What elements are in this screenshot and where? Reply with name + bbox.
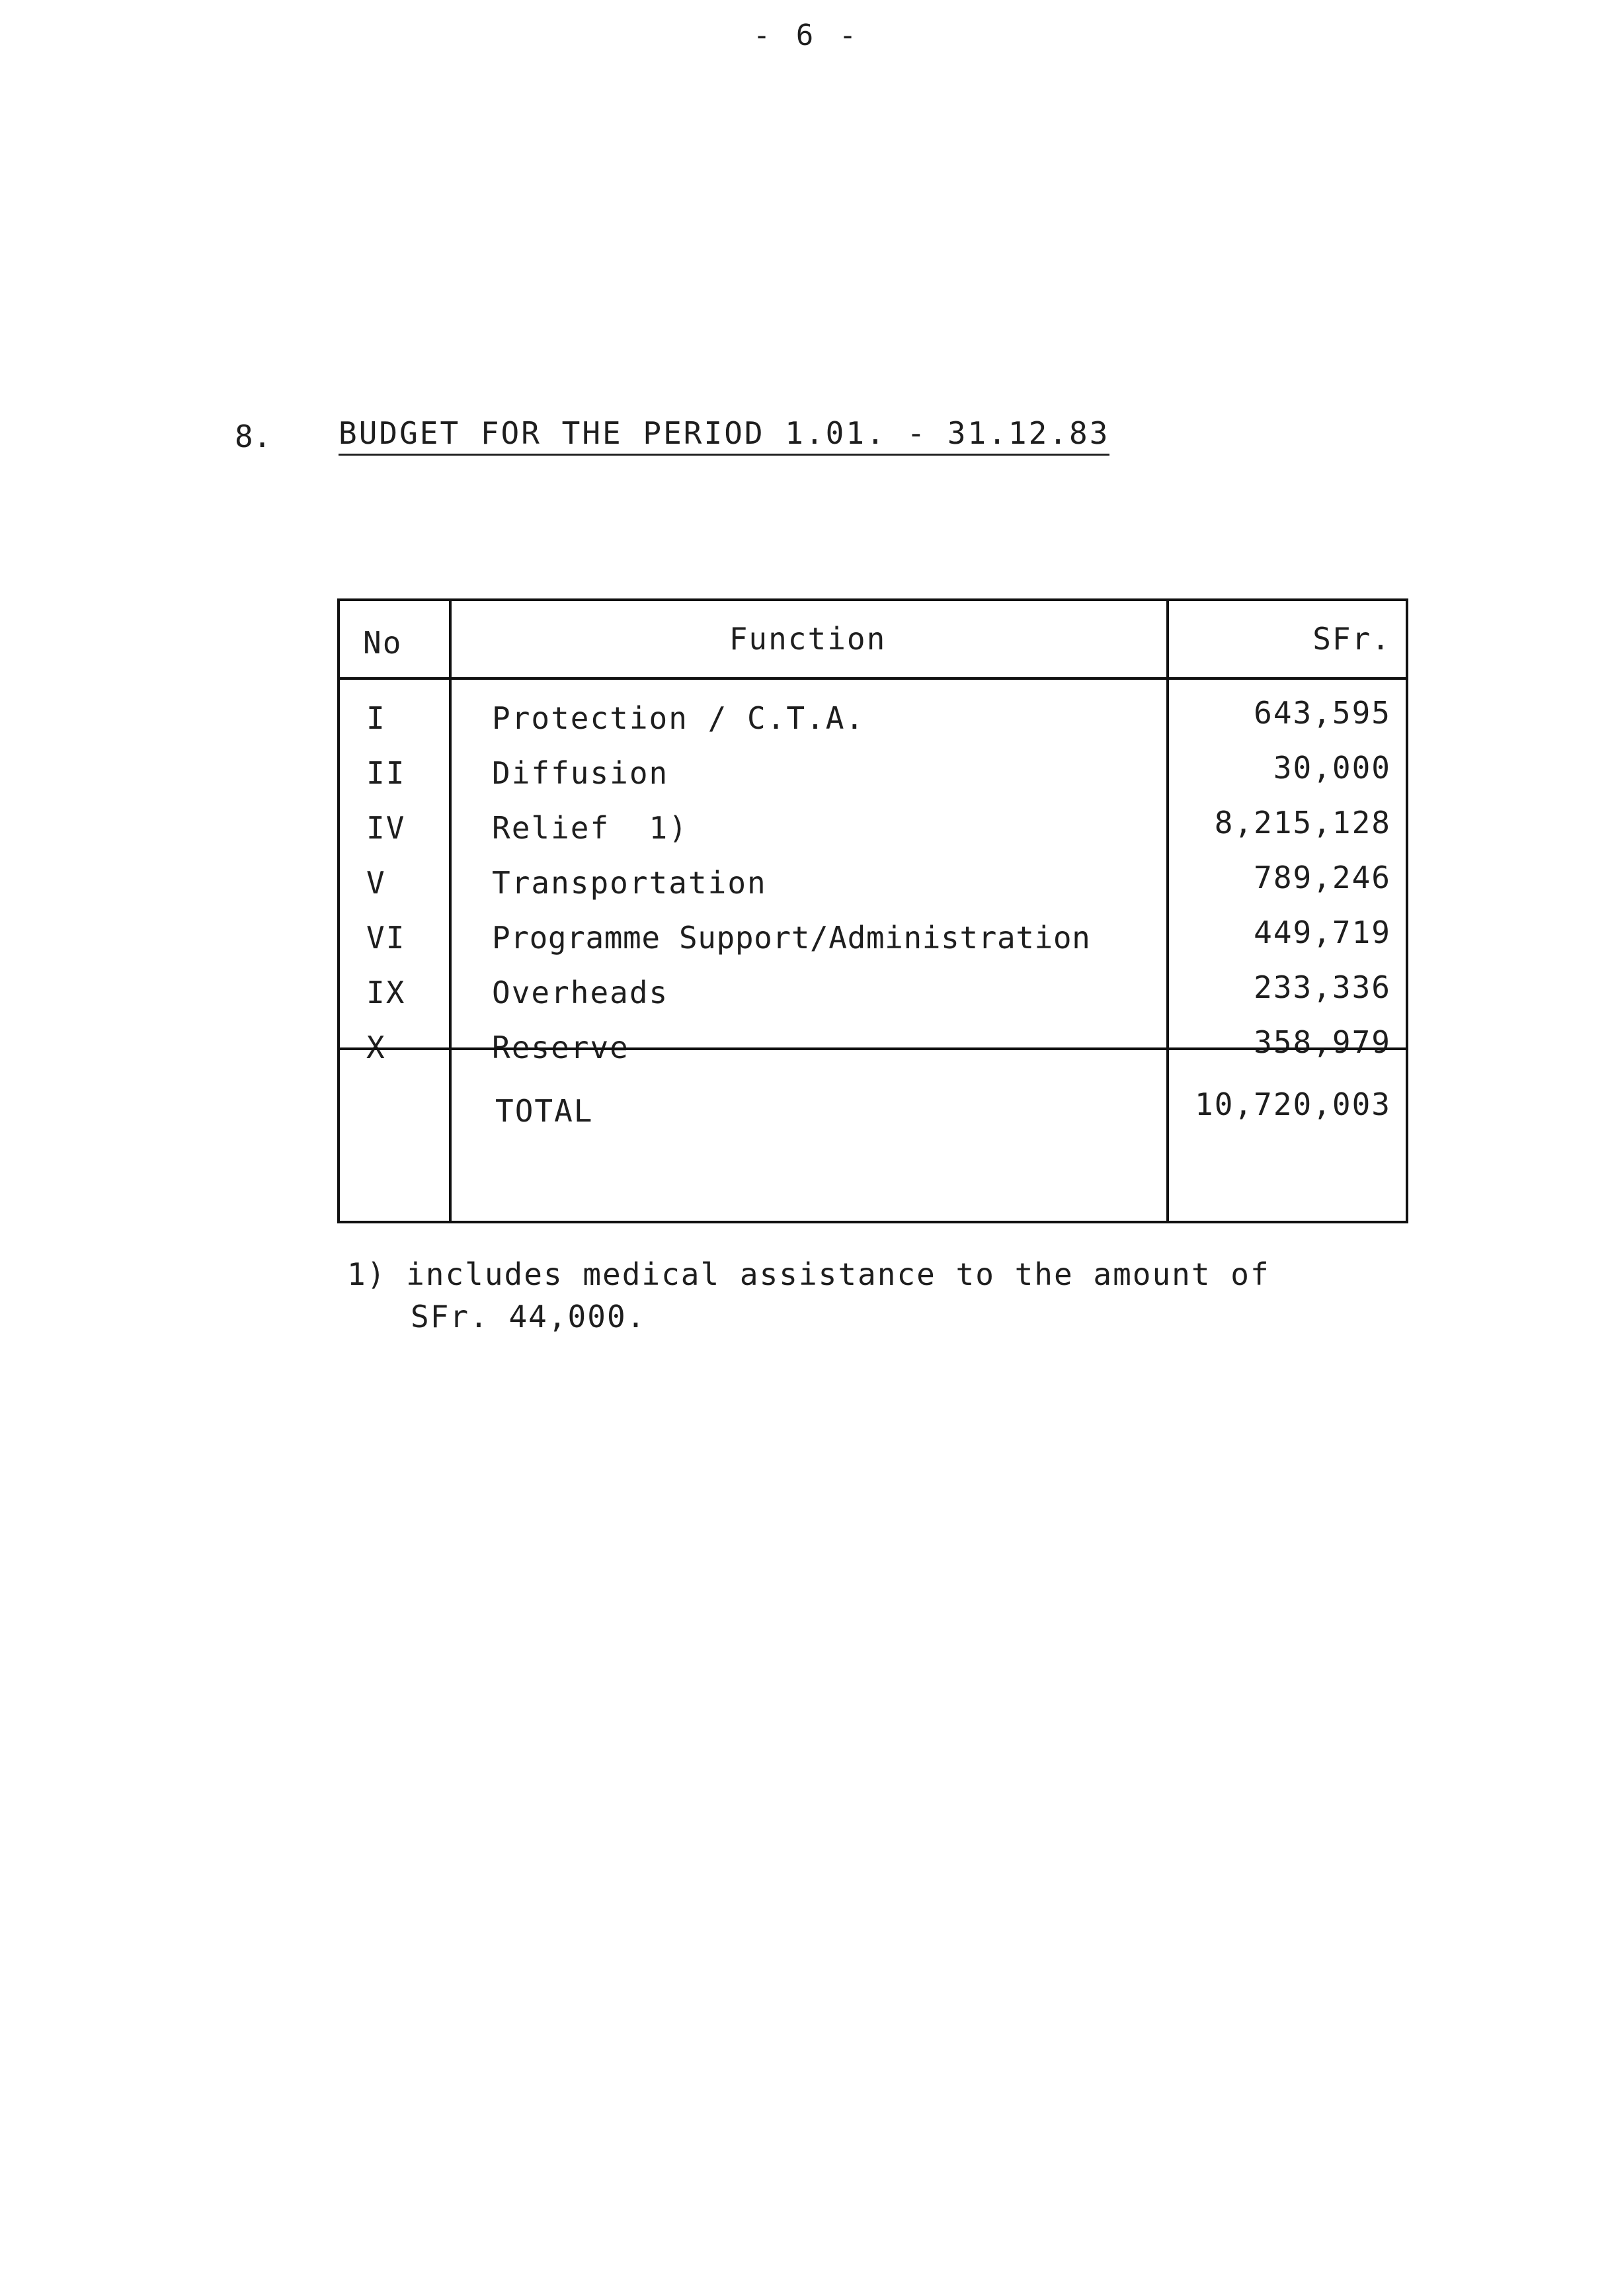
- section-title: BUDGET FOR THE PERIOD 1.01. - 31.12.83: [339, 415, 1109, 456]
- header-no: No: [363, 625, 403, 661]
- page-number: - 6 -: [752, 19, 861, 52]
- row-no: V: [366, 865, 386, 901]
- row-function: Programme Support/Administration: [492, 920, 1091, 956]
- footnote: [347, 1253, 1270, 1338]
- table-body: [340, 677, 1406, 1065]
- row-no: IV: [366, 810, 406, 846]
- row-amount: 30,000: [1273, 750, 1391, 786]
- table-row: [340, 694, 1406, 748]
- table-row: [340, 749, 1406, 803]
- table-row: [340, 913, 1406, 967]
- row-no: II: [366, 755, 406, 791]
- row-no: X: [366, 1030, 386, 1065]
- row-function: Overheads: [492, 975, 669, 1010]
- table-row: [340, 858, 1406, 913]
- table-total-row: [340, 1047, 1406, 1221]
- row-no: I: [366, 700, 386, 736]
- table-row: [340, 968, 1406, 1022]
- row-no: IX: [366, 975, 406, 1010]
- row-amount: 449,719: [1254, 915, 1391, 950]
- row-amount: 789,246: [1254, 860, 1391, 895]
- row-amount: 233,336: [1254, 969, 1391, 1005]
- row-amount: 358,979: [1254, 1024, 1391, 1060]
- header-amount: SFr.: [1312, 621, 1391, 657]
- row-amount: 8,215,128: [1214, 805, 1391, 840]
- table-header-row: [340, 601, 1406, 680]
- total-amount: 10,720,003: [1195, 1086, 1391, 1122]
- row-amount: 643,595: [1254, 695, 1391, 731]
- row-function: Transportation: [492, 865, 767, 901]
- row-function: Protection / C.T.A.: [492, 700, 865, 736]
- section-number: 8.: [235, 419, 272, 454]
- table-row: [340, 803, 1406, 858]
- row-no: VI: [366, 920, 406, 956]
- total-label: TOTAL: [495, 1093, 594, 1129]
- footnote-line-2: SFr. 44,000.: [411, 1299, 647, 1334]
- row-function: Diffusion: [492, 755, 669, 791]
- budget-table: [337, 598, 1408, 1223]
- footnote-line-1: 1) includes medical assistance to the amount of: [347, 1256, 1270, 1292]
- header-function: Function: [729, 621, 887, 657]
- row-function: Reserve: [492, 1030, 629, 1065]
- row-function: Relief 1): [492, 810, 688, 846]
